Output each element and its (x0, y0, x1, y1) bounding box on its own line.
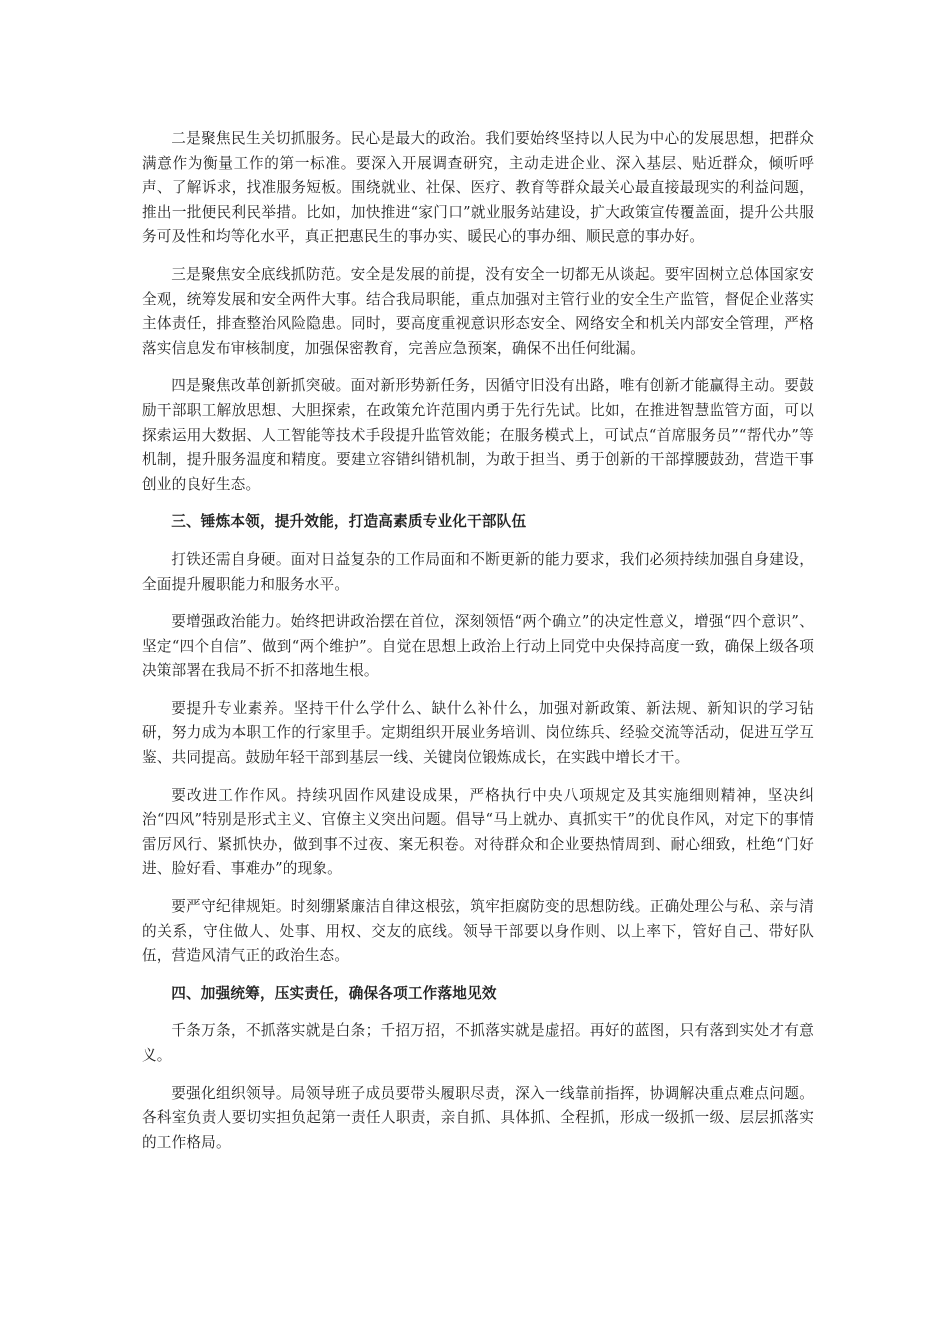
paragraph-safety-bottom-line: 三是聚焦安全底线抓防范。安全是发展的前提，没有安全一切都无从谈起。要牢固树立总体国家安全观，统筹发展和安全两件大事。结合我局职能，重点加强对主管行业的安全生产监管，督促企业落实主体责任，排查整治风险隐患。同时，要高度重视意识形态安全、网络安全和机关内部安全管理，严格落实信息发布审核制度，加强保密教育，完善应急预案，确保不出任何纰漏。 (142, 265, 814, 357)
paragraph-implementation: 千条万条，不抓落实就是白条；千招万招，不抓落实就是虚招。再好的蓝图，只有落到实处才有意义。 (142, 1022, 814, 1064)
paragraph-discipline: 要严守纪律规矩。时刻绷紧廉洁自律这根弦，筑牢拒腐防变的思想防线。正确处理公与私、亲与清的关系，守住做人、处事、用权、交友的底线。领导干部要以身作则、以上率下，管好自己、带好队伍，营造风清气正的政治生态。 (142, 898, 814, 965)
paragraph-work-style: 要改进工作作风。持续巩固作风建设成果，严格执行中央八项规定及其实施细则精神，坚决纠治“四风”特别是形式主义、官僚主义突出问题。倡导“马上就办、真抓实干”的优良作风，对定下的事情雷厉风行、紧抓快办，做到事不过夜、案无积卷。对待群众和企业要热情周到、耐心细致，杜绝“门好进、脸好看、事难办”的现象。 (142, 786, 814, 878)
section-heading-4: 四、加强统筹，压实责任，确保各项工作落地见效 (171, 984, 497, 1002)
paragraph-professional-quality: 要提升专业素养。坚持干什么学什么、缺什么补什么，加强对新政策、新法规、新知识的学习钻研，努力成为本职工作的行家里手。定期组织开展业务培训、岗位练兵、经验交流等活动，促进互学互鉴、共同提高。鼓励年轻干部到基层一线、关键岗位锻炼成长，在实践中增长才干。 (142, 699, 814, 767)
document-page (142, 127, 814, 1168)
section-heading-3: 三、锤炼本领，提升效能，打造高素质专业化干部队伍 (171, 513, 527, 531)
paragraph-self-strength: 打铁还需自身硬。面对日益复杂的工作局面和不断更新的能力要求，我们必须持续加强自身建设，全面提升履职能力和服务水平。 (142, 550, 814, 593)
paragraph-organizational-leadership: 要强化组织领导。局领导班子成员要带头履职尽责，深入一线靠前指挥，协调解决重点难点问题。各科室负责人要切实担负起第一责任人职责，亲自抓、具体抓、全程抓，形成一级抓一级、层层抓落实的工作格局。 (142, 1084, 814, 1151)
paragraph-political-ability: 要增强政治能力。始终把讲政治摆在首位，深刻领悟“两个确立”的决定性意义，增强“四个意识”、坚定“四个自信”、做到“两个维护”。自觉在思想上政治上行动上同党中央保持高度一致，确保上级各项决策部署在我局不折不扣落地生根。 (142, 613, 814, 680)
paragraph-livelihood-service: 二是聚焦民生关切抓服务。民心是最大的政治。我们要始终坚持以人民为中心的发展思想，把群众满意作为衡量工作的第一标准。要深入开展调查研究，主动走进企业、深入基层、贴近群众，倾听呼声、了解诉求，找准服务短板。围绕就业、社保、医疗、教育等群众最关心最直接最现实的利益问题，推出一批便民利民举措。比如，加快推进“家门口”就业服务站建设，扩大政策宣传覆盖面，提升公共服务可及性和均等化水平，真正把惠民生的事办实、暖民心的事办细、顺民意的事办好。 (142, 130, 814, 246)
paragraph-reform-innovation: 四是聚焦改革创新抓突破。面对新形势新任务，因循守旧没有出路，唯有创新才能赢得主动。要鼓励干部职工解放思想、大胆探索，在政策允许范围内勇于先行先试。比如，在推进智慧监管方面，可以探索运用大数据、人工智能等技术手段提升监管效能；在服务模式上，可试点“首席服务员”“帮代办”等机制，提升服务温度和精度。要建立容错纠错机制，为敢于担当、勇于创新的干部撑腰鼓劲，营造干事创业的良好生态。 (142, 377, 814, 493)
